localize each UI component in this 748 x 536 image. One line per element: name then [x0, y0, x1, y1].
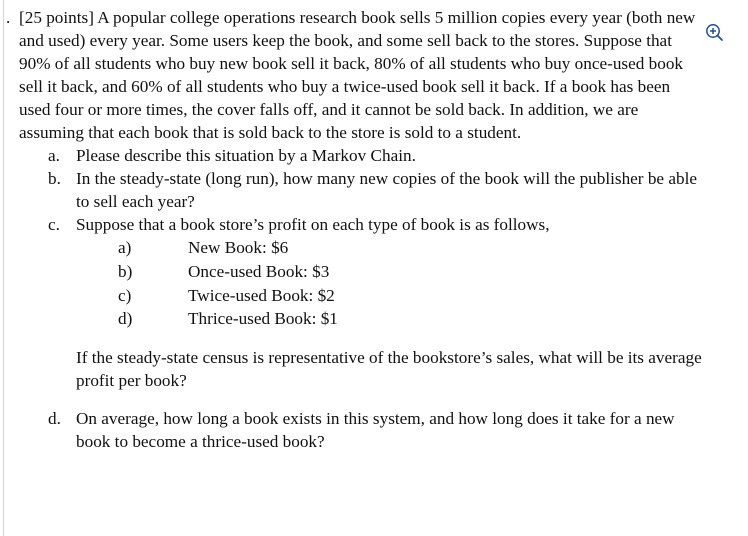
part-c-text: Suppose that a book store’s profit on each type of book is as follows, [76, 215, 550, 234]
part-d-label: d. [48, 409, 61, 429]
problem-intro: [25 points] A popular college operations research book sells 5 million copies every year (both new and used) every year. Some users keep the book, and some sell back to the stores. Suppose that 90% of all students who buy new book sell it back, 80% of all students who buy once-used book sell it back, and 60% of all students who buy a twice-used book sell it back. If a book has been used four or more times, the cover falls off, and it cannot be sold back. In addition, we are assuming that each book that is sold back to the store is sold to a student. [19, 8, 696, 142]
problem-marker: . [6, 8, 11, 27]
profit-text: Once-used Book: $3 [188, 261, 330, 281]
profit-label: b) [118, 261, 133, 281]
profit-text: New Book: $6 [188, 238, 289, 257]
problem-block [19, 6, 704, 453]
profit-row-thrice-used [19, 307, 704, 331]
profit-row-twice-used [19, 284, 704, 308]
profit-list [19, 236, 704, 331]
part-a-label: a. [48, 146, 60, 165]
part-c-followup: If the steady-state census is representative of the bookstore’s sales, what will be its average profit per book? [76, 348, 702, 391]
part-b [19, 167, 704, 213]
left-border [3, 0, 4, 536]
profit-label: a) [118, 238, 132, 257]
profit-label: d) [118, 309, 133, 329]
part-b-text: In the steady-state (long run), how many new copies of the book will the publisher be able to sell each year? [76, 169, 697, 211]
part-d-text: On average, how long a book exists in this system, and how long does it take for a new book to become a thrice-used book? [76, 409, 675, 452]
zoom-in-icon [705, 23, 724, 42]
profit-row-new [19, 236, 704, 260]
profit-label: c) [118, 285, 132, 305]
zoom-in-button[interactable] [705, 23, 724, 42]
part-d [19, 407, 704, 453]
part-b-label: b. [48, 169, 61, 188]
part-a-text: Please describe this situation by a Markov Chain. [76, 146, 416, 165]
profit-text: Thrice-used Book: $1 [188, 309, 338, 329]
profit-row-once-used [19, 260, 704, 284]
part-a [19, 144, 704, 167]
part-c [19, 213, 704, 236]
part-c-label: c. [48, 215, 60, 234]
profit-text: Twice-used Book: $2 [188, 285, 335, 305]
